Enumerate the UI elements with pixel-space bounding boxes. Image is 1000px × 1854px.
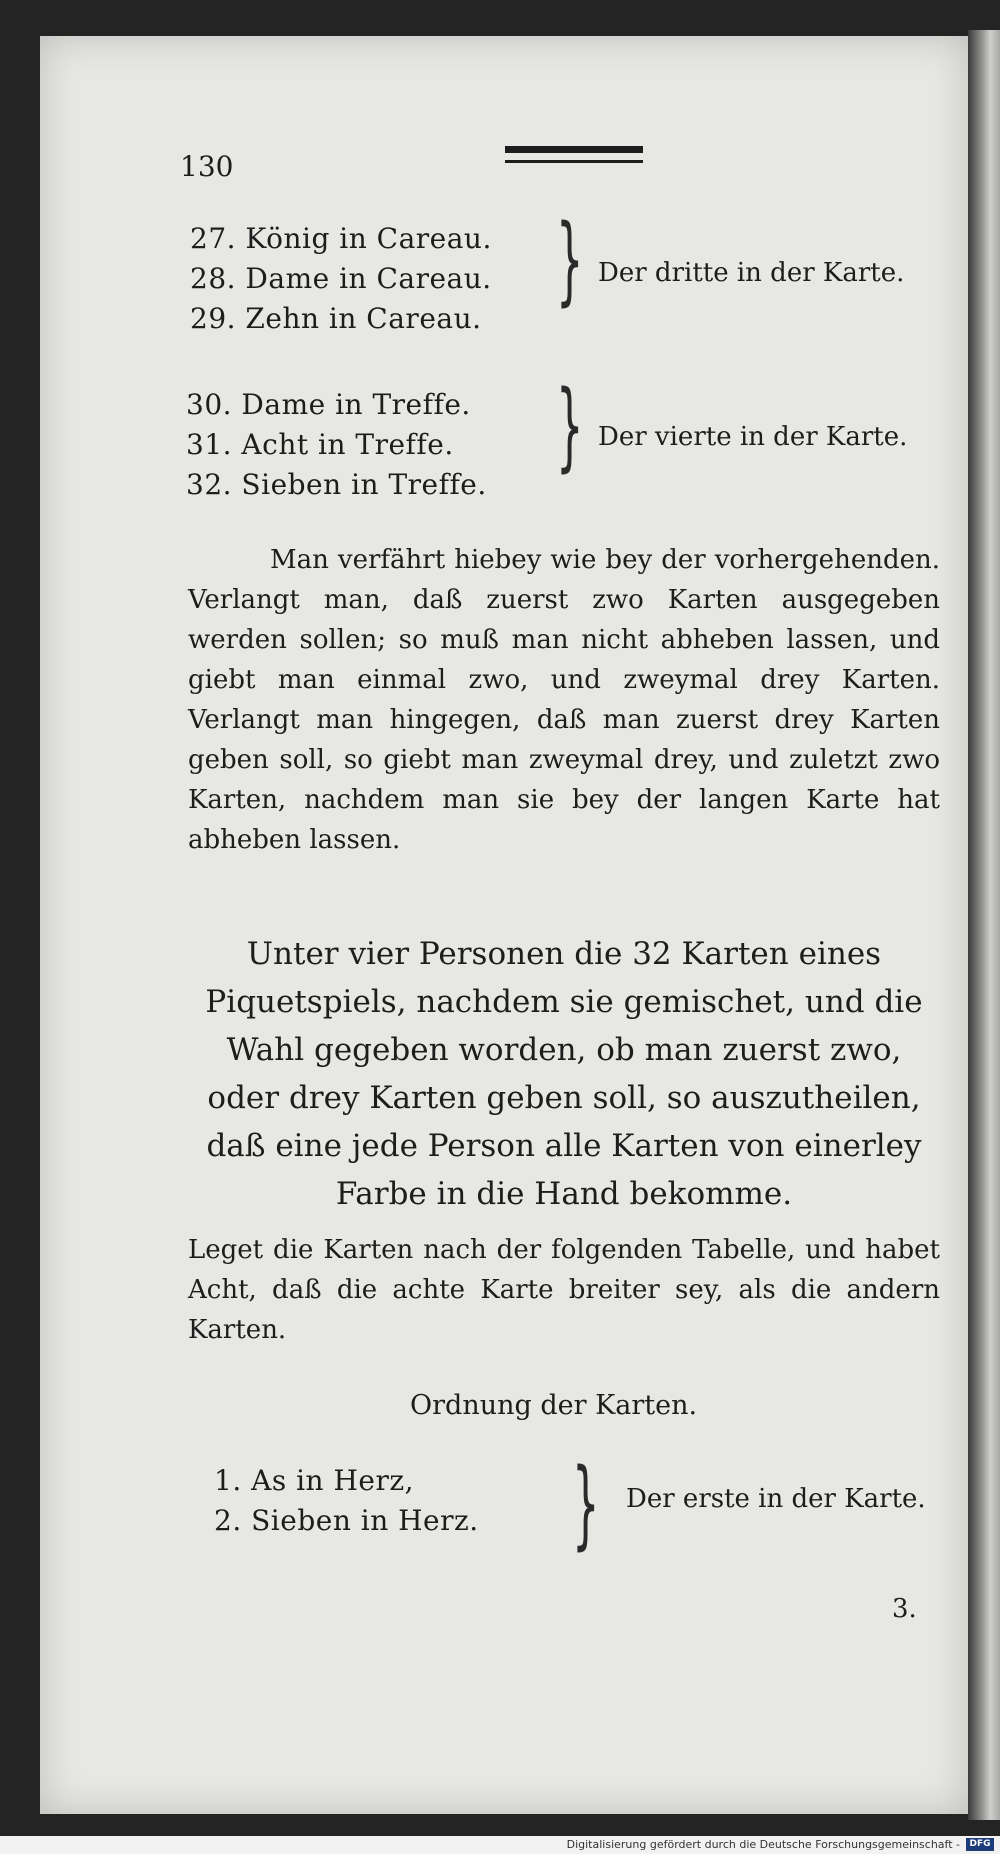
list-item: 32. Sieben in Treffe. xyxy=(186,468,487,501)
list-item: 28. Dame in Careau. xyxy=(190,262,492,295)
section-heading: Unter vier Personen die 32 Karten eines Piquetspiels, nachdem sie gemischet, und die Wahl gegeben worden, ob man zuerst zwo, oder drey Karten geben soll, so auszutheilen, daß eine jede Person alle Karten von einerley Farbe in die Hand bekomme. xyxy=(205,936,923,1212)
book-page xyxy=(40,36,968,1814)
list-item: 27. König in Careau. xyxy=(190,222,492,255)
dfg-logo: DFG xyxy=(966,1838,994,1851)
list-item: 29. Zehn in Careau. xyxy=(190,302,482,335)
group-note: Der dritte in der Karte. xyxy=(598,258,905,288)
footer-credit: Digitalisierung gefördert durch die Deutsche Forschungsgemeinschaft - xyxy=(566,1838,960,1851)
brace-icon: } xyxy=(556,204,584,316)
brace-icon: } xyxy=(572,1448,600,1560)
list-item: 30. Dame in Treffe. xyxy=(186,388,471,421)
group-note: Der erste in der Karte. xyxy=(626,1484,926,1514)
list-item: 2. Sieben in Herz. xyxy=(214,1504,479,1537)
header-rule-top xyxy=(505,146,643,153)
brace-icon: } xyxy=(556,370,584,482)
page-number: 130 xyxy=(180,150,234,183)
page-edge xyxy=(968,30,1000,1820)
list-item: 31. Acht in Treffe. xyxy=(186,428,454,461)
list-item: 1. As in Herz, xyxy=(214,1464,415,1497)
body-paragraph: Man verfährt hiebey wie bey der vorhergehenden. Verlangt man, daß zuerst zwo Karten ausgegeben werden sollen; so muß man nicht abheben lassen, und giebt man einmal zwo, und zweymal drey Karten. Verlangt man hingegen, daß man zuerst drey Karten geben soll, so giebt man zweymal drey, und zuletzt zwo Karten, nachdem man sie bey der langen Karte hat abheben lassen. xyxy=(188,545,940,855)
body-paragraph: Leget die Karten nach der folgenden Tabelle, und habet Acht, daß die achte Karte breiter sey, als die andern Karten. xyxy=(188,1235,940,1345)
subheading: Ordnung der Karten. xyxy=(410,1390,698,1421)
header-rule-bottom xyxy=(505,160,643,163)
group-note: Der vierte in der Karte. xyxy=(598,422,908,452)
catchword: 3. xyxy=(892,1594,917,1624)
